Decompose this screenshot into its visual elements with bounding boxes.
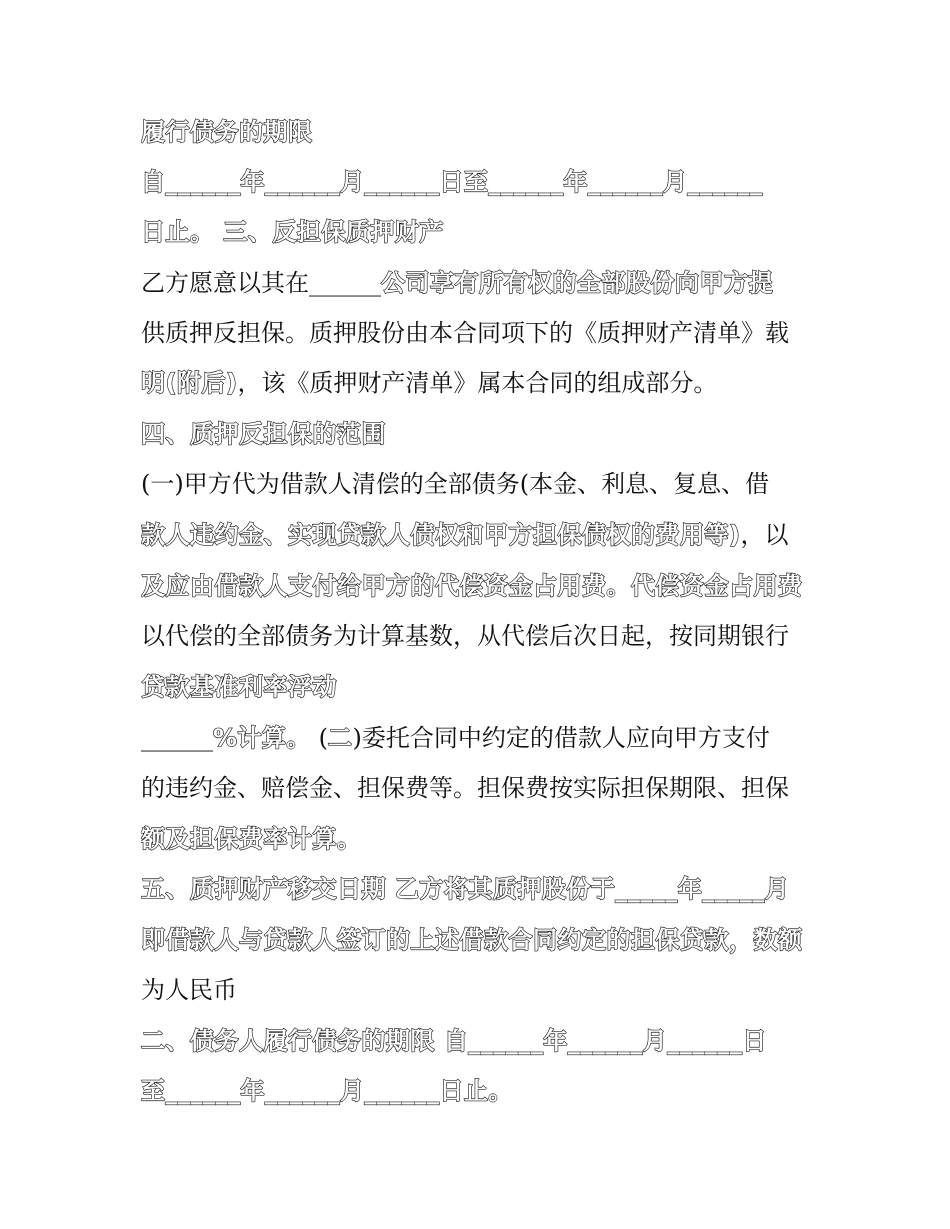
text-segment: 乙方愿意以其在______ [141,269,381,297]
text-segment: 的违约金、赔偿金、担保费等。担保费按实际担保期限、担保 [141,774,789,802]
text-line [141,162,821,202]
text-line [141,616,821,656]
text-segment: 贷款基准利率浮动 [141,673,337,701]
text-segment: 履行债务的期限 [141,118,313,146]
text-line [141,920,821,960]
text-segment: 至______年______月______日止。 [141,1077,513,1105]
text-segment: %计算。 [213,724,312,752]
text-line [141,1071,821,1111]
text-segment: 日止。 三、反担保质押财产 [141,218,444,246]
text-segment: 及应由借款人支付给甲方的代偿资金占用费。代偿资金占用费 [141,572,803,600]
text-segment: ______ [141,724,213,752]
text-segment: ，以 [740,521,789,549]
text-line [141,819,821,859]
text-line [141,414,821,454]
text-segment: ，该《质押财产清单》属本合同的组成部分。 [237,369,718,397]
text-segment: 五、质押财产移交日期 乙方将其质押股份于_____年_____月 [141,875,790,903]
text-line [141,112,821,152]
text-segment: 自______年______月______日至______年______月______ [141,168,763,196]
text-segment: 公司享有所有权的全部股份向甲方提 [381,269,773,297]
text-segment: 供质押反担保。质押股份由本合同项下的《质押财产清单》载 [141,319,789,347]
text-line [141,566,821,606]
text-line [141,263,821,303]
text-segment: 二 [328,724,353,752]
text-line [141,313,821,353]
text-segment: 以代偿的全部债务为计算基数，从代偿后次日起，按同期银行 [141,622,789,650]
text-line [141,363,821,403]
text-line [141,869,821,909]
text-line [141,1021,821,1061]
text-segment: 即借款人与贷款人签订的上述借款合同约定的担保贷款，数额 [141,926,803,954]
text-line [141,212,821,252]
text-segment: 二、债务人履行债务的期限 自______年______月______日 [141,1027,767,1055]
text-segment: (一)甲方代为借款人清偿的全部债务(本金、利息、复息、借 [141,470,770,498]
text-line [141,768,821,808]
text-segment: 款人违约金、实现贷款人债权和甲方担保债权的费用等) [141,521,741,549]
text-segment: 为人民币 [141,976,237,1004]
text-line [141,464,821,504]
text-segment: )委托合同中约定的借款人应向甲方支付 [352,724,770,752]
text-segment: 明(附后) [141,369,238,397]
text-line [141,667,821,707]
text-segment: 四、质押反担保的范围 [141,420,386,448]
text-segment: ( [311,724,329,752]
text-line [141,718,821,758]
text-segment: 额及担保费率计算。 [141,825,362,853]
text-line [141,970,821,1010]
text-line [141,515,821,555]
